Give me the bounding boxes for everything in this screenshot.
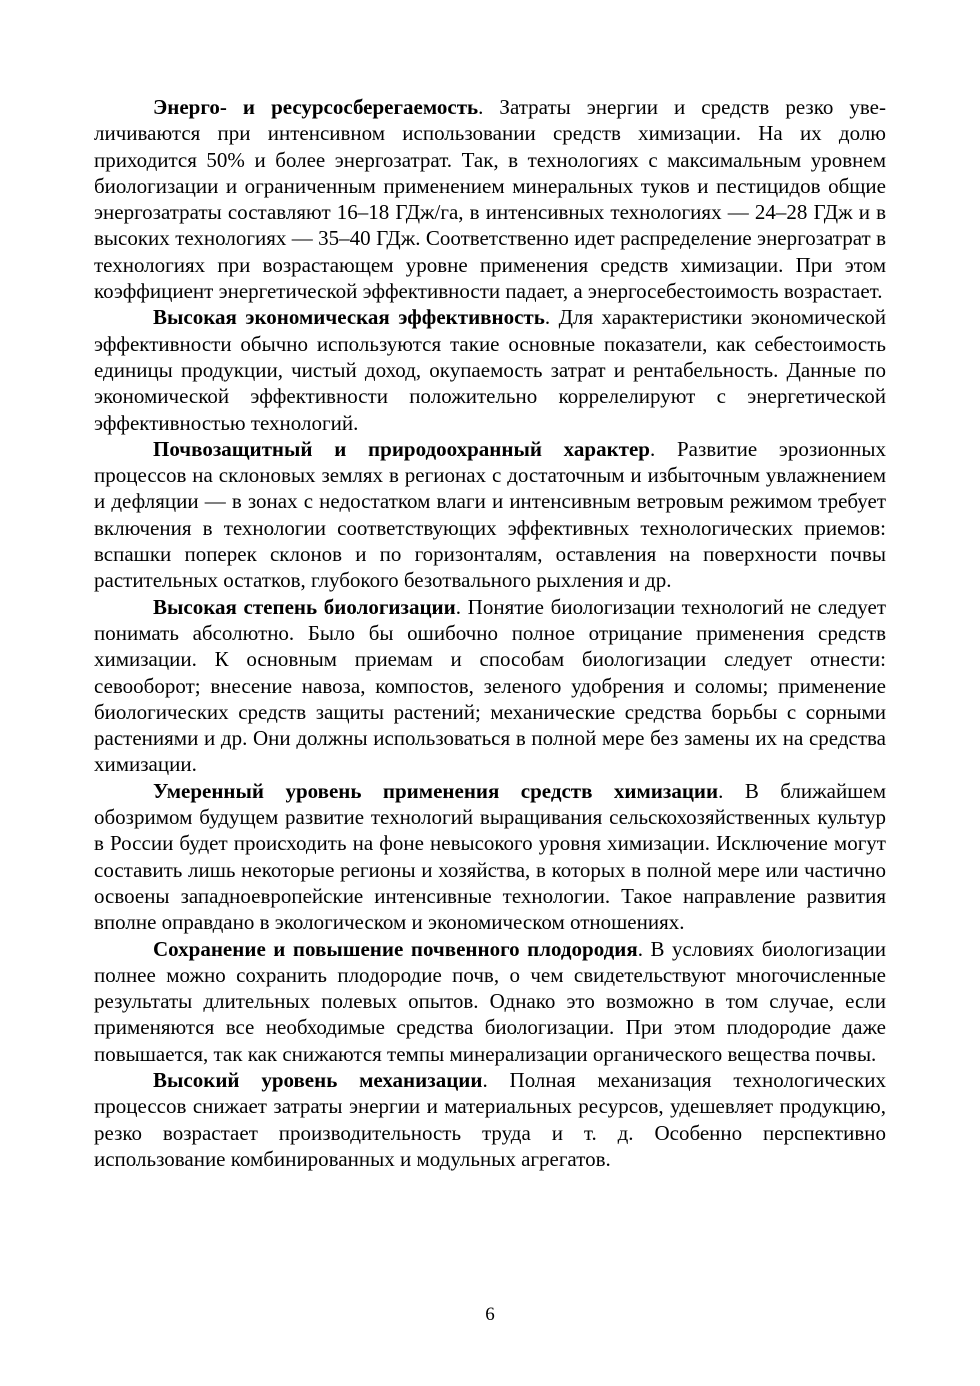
paragraph-soil-protection	[94, 436, 886, 594]
paragraph-term: Энерго- и ресурсосберегаемость	[153, 95, 479, 119]
paragraph-text: . Понятие биологизации технологий не следует понимать абсолютно. Было бы ошибочно полное отрицание применения средств химизации. К основным приемам и способам биологизации следует отнести: севооборот; внесение навоза, компостов, зеленого удобрения и соломы; применение биологических средств защиты растений; механические средства борьбы с сорными растениями и др. Они должны использоваться в полной мере без замены их на средства химизации.	[94, 594, 886, 777]
paragraph-term: Умеренный уровень применения средств химизации	[153, 778, 719, 803]
paragraph-term: Высокая экономическая эффективность	[153, 305, 545, 330]
paragraph-chemicalization-level	[94, 778, 886, 936]
page-body	[94, 94, 886, 1172]
page-number: 6	[485, 1304, 495, 1325]
paragraph-text: . Затраты энергии и средств резко увеличиваются при интенсивном использовании средств химизации. На их долю приходится 50% и более энергозатрат. Так, в технологиях с максимальным уровнем биологизации и ограниченным применением минеральных туков и пестицидов общие энергозатраты составляют 16–18 ГДж/га, в интенсивных технологиях — 24–28 ГДж и в высоких технологиях — 35–40 ГДж. Соответственно идет распределение энергозатрат в технологиях при возрастающем уровне применения средств химизации. При этом коэффициент энергетической эффективности падает, а энергосебестоимость возрастает.	[94, 95, 887, 304]
paragraph-term: Сохранение и повышение почвенного плодородия	[153, 936, 638, 961]
paragraph-text: . Полная механизация технологических процессов снижает затраты энергии и материальных ресурсов, удешевляет продукцию, резко возрастает производительность труда и т. д. Особенно перспективно использование комбинированных и модульных агрегатов.	[94, 1067, 886, 1171]
paragraph-energy-resource-saving	[94, 94, 886, 304]
paragraph-soil-fertility	[94, 936, 886, 1067]
paragraph-term: Высокий уровень механизации	[153, 1067, 483, 1092]
paragraph-text: . Для характеристики экономической эффективности обычно используются такие основные показатели, как себестоимость единицы продукции, чистый доход, окупаемость затрат и рентабельность. Данные по экономической эффективности положительно коррелелируют с энергетической эффективностью технологий.	[94, 305, 886, 435]
paragraph-text: . В условиях биологизации полнее можно сохранить плодородие почв, о чем свидетельствуют многочисленные результаты длительных полевых опытов. Однако это возможно в том случае, если применяются все необходимые средства биологизации. При этом плодородие даже повышается, так как снижаются темпы минерализации органического вещества почвы.	[94, 936, 886, 1066]
paragraph-text: . Развитие эрозионных процессов на склоновых землях в регионах с достаточным и избыточным увлажнением и дефляции — в зонах с недостатком влаги и интенсивным ветровым режимом требует включения в технологии соответствующих эффективных технологических приемов: вспашки поперек склонов и по горизонталям, оставления на поверхности почвы растительных остатков, глубокого безотвального рыхления и др.	[94, 436, 886, 593]
paragraph-term: Высокая степень биологизации	[153, 594, 456, 619]
paragraph-economic-efficiency	[94, 304, 886, 435]
paragraph-text: . В ближайшем обозримом будущем развитие технологий выращивания сельскохозяйственных культур в России будет происходить на фоне невысокого уровня химизации. Исключение могут составить лишь некоторые регионы и хозяйства, в которых в полной мере или частично освоены западноевропейские интенсивные технологии. Такое направление развития вполне оправдано в экологическом и экономическом отношениях.	[94, 778, 886, 935]
paragraph-biologization	[94, 594, 886, 778]
paragraph-mechanization	[94, 1067, 886, 1172]
paragraph-term: Почвозащитный и природоохранный характер	[153, 436, 650, 461]
